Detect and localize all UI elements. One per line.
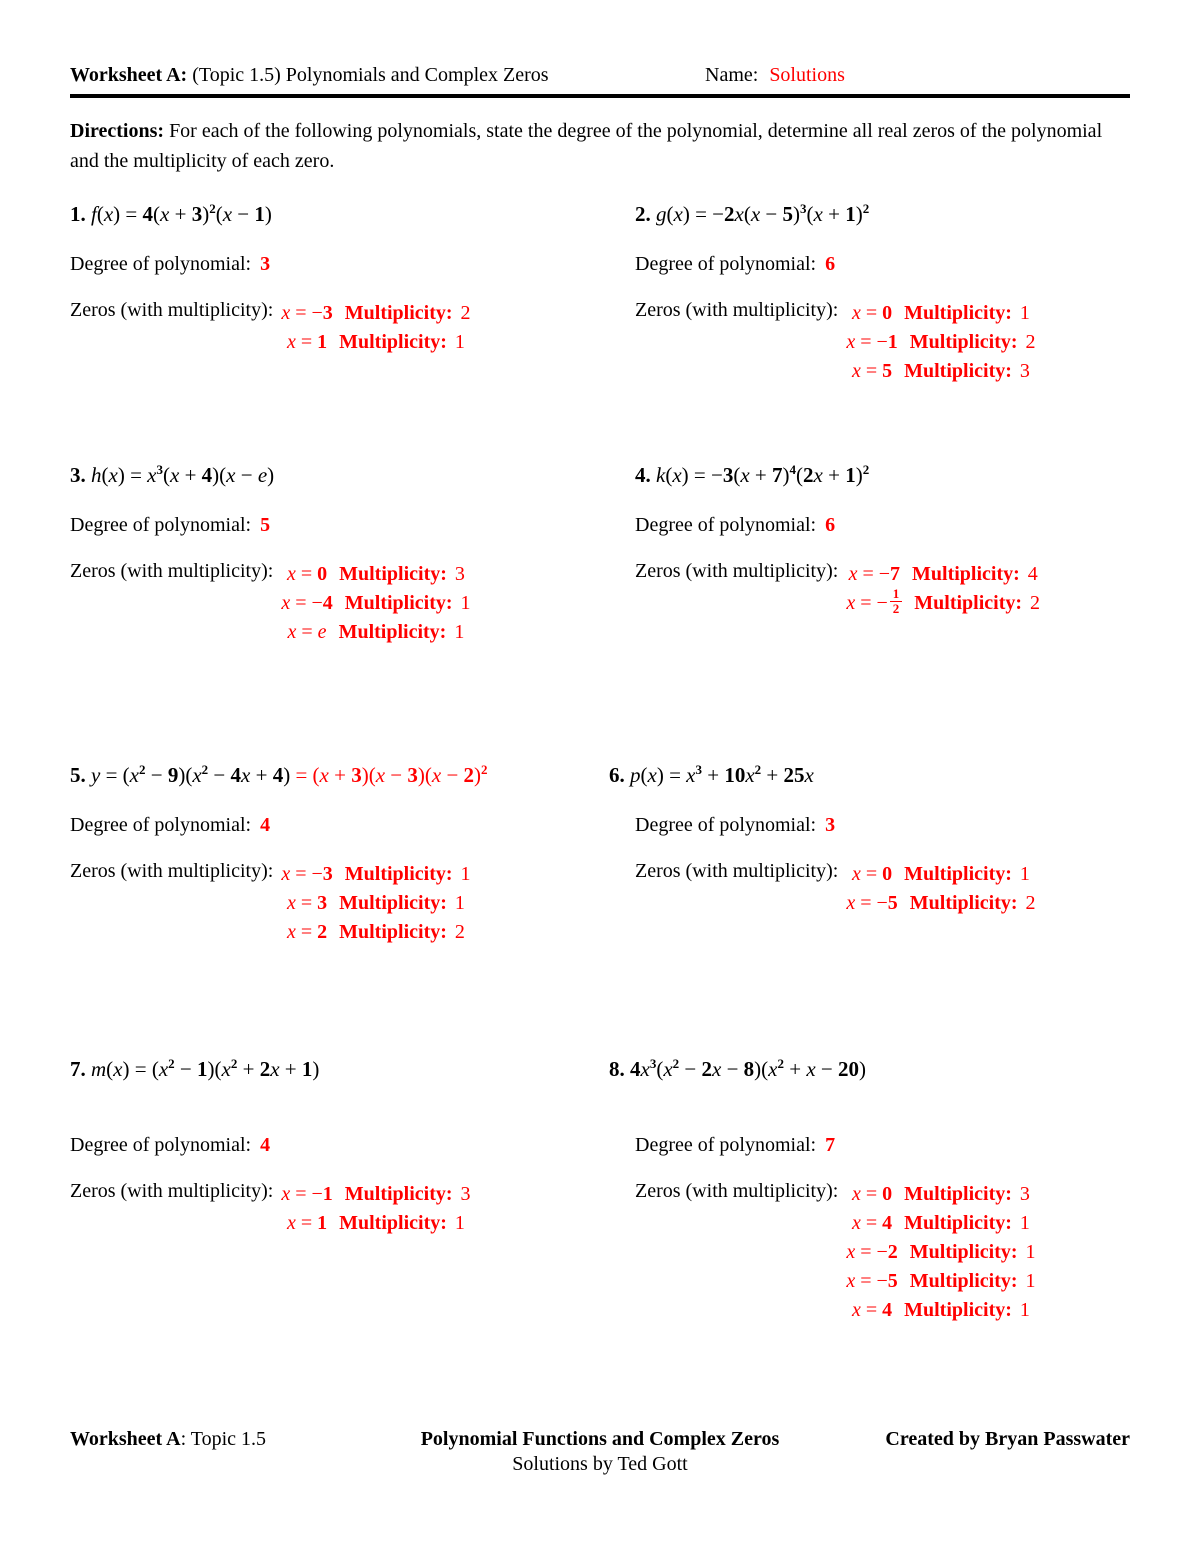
equation: $h(x) = x^3(x + 4)(x - e)$ bbox=[91, 462, 275, 487]
zero-value: −2 bbox=[876, 1241, 898, 1263]
multiplicity-value: 1 bbox=[1019, 1212, 1030, 1234]
zero-line bbox=[287, 328, 465, 357]
zero-value: 1 bbox=[317, 1212, 328, 1234]
footer-left bbox=[70, 1428, 421, 1451]
zero-equals: = bbox=[300, 1212, 313, 1234]
zero-value: −5 bbox=[876, 1270, 898, 1292]
zero-equals: = bbox=[865, 1183, 878, 1205]
zero-variable: x bbox=[851, 863, 861, 885]
zero-variable: x bbox=[286, 921, 296, 943]
problem-8-equation bbox=[609, 1055, 1130, 1083]
zero-equals: = bbox=[300, 892, 313, 914]
degree-value: 5 bbox=[260, 514, 271, 536]
zero-variable: x bbox=[846, 892, 856, 914]
multiplicity-value: 1 bbox=[454, 331, 465, 353]
multiplicity-label: Multiplicity: bbox=[344, 302, 453, 324]
zero-line bbox=[846, 1238, 1035, 1267]
zero-line bbox=[287, 1209, 465, 1238]
zero-variable: x bbox=[846, 331, 856, 353]
zero-variable: x bbox=[848, 563, 858, 585]
multiplicity-value: 1 bbox=[1025, 1270, 1036, 1292]
multiplicity-value: 1 bbox=[454, 621, 465, 643]
problem-row-4 bbox=[70, 1055, 1130, 1325]
multiplicity-value: 2 bbox=[1025, 892, 1036, 914]
problem-2-equation bbox=[635, 200, 1130, 228]
zero-value: −1 bbox=[311, 1183, 333, 1205]
header-divider bbox=[70, 94, 1130, 98]
multiplicity-label: Multiplicity: bbox=[338, 621, 447, 643]
multiplicity-label: Multiplicity: bbox=[339, 1212, 447, 1234]
zero-equals: = bbox=[860, 592, 872, 614]
footer-left-rest: : Topic 1.5 bbox=[180, 1428, 267, 1450]
degree-line bbox=[635, 811, 1130, 839]
multiplicity-value: 3 bbox=[1019, 1183, 1030, 1205]
zero-value: 0 bbox=[882, 863, 893, 885]
equation: $k(x) = -3(x + 7)^4(2x + 1)^2$ bbox=[656, 462, 870, 487]
multiplicity-label: Multiplicity: bbox=[904, 1212, 1012, 1234]
degree-value: 6 bbox=[825, 253, 836, 275]
footer-right: Created by Bryan Passwater bbox=[885, 1428, 1130, 1450]
zeros-label: Zeros (with multiplicity): bbox=[70, 560, 274, 582]
degree-value: 6 bbox=[825, 514, 836, 536]
zero-equals: = bbox=[295, 863, 307, 885]
zero-equals: = bbox=[865, 1299, 878, 1321]
problem-3 bbox=[70, 461, 635, 761]
degree-line bbox=[635, 511, 1130, 539]
zero-line bbox=[846, 328, 1035, 357]
degree-line bbox=[635, 250, 1130, 278]
zero-line bbox=[281, 589, 470, 618]
zero-line bbox=[852, 860, 1030, 889]
zeros-block bbox=[635, 560, 1130, 619]
degree-value: 7 bbox=[825, 1134, 836, 1156]
multiplicity-value: 1 bbox=[460, 863, 471, 885]
problem-1 bbox=[70, 200, 635, 461]
zeros-block bbox=[70, 560, 635, 647]
zero-line bbox=[846, 889, 1035, 918]
zero-variable: x bbox=[846, 1270, 856, 1292]
multiplicity-label: Multiplicity: bbox=[339, 331, 447, 353]
zero-line bbox=[288, 618, 465, 647]
degree-line bbox=[70, 811, 635, 839]
zero-line bbox=[852, 357, 1030, 386]
multiplicity-label: Multiplicity: bbox=[904, 302, 1012, 324]
multiplicity-label: Multiplicity: bbox=[339, 892, 447, 914]
problem-number: 7. bbox=[70, 1057, 86, 1081]
degree-label: Degree of polynomial: bbox=[70, 514, 252, 536]
zero-value: 0 bbox=[317, 563, 328, 585]
zero-list bbox=[846, 560, 1040, 619]
zero-list bbox=[281, 1180, 470, 1238]
zero-variable: x bbox=[286, 892, 296, 914]
fraction-sign: − bbox=[876, 592, 888, 614]
multiplicity-value: 3 bbox=[460, 1183, 471, 1205]
zero-list bbox=[846, 1180, 1035, 1325]
zeros-label: Zeros (with multiplicity): bbox=[635, 560, 839, 582]
header bbox=[70, 64, 1130, 87]
worksheet-title-rest: (Topic 1.5) Polynomials and Complex Zeros bbox=[192, 64, 549, 86]
zero-line bbox=[281, 860, 470, 889]
zero-variable: x bbox=[846, 1241, 856, 1263]
footer-center-subtitle: Solutions by Ted Gott bbox=[512, 1453, 688, 1475]
zeros-block bbox=[70, 1180, 635, 1238]
multiplicity-label: Multiplicity: bbox=[344, 592, 453, 614]
zero-line bbox=[281, 299, 470, 328]
zero-equals: = bbox=[865, 360, 878, 382]
zero-variable: x bbox=[281, 1183, 291, 1205]
equation: $p(x) = x^3 + 10x^2 + 25x$ bbox=[630, 762, 814, 787]
directions-text: For each of the following polynomials, state the degree of the polynomial, determine all real zeros of the polynomial and the multiplicity of each zero. bbox=[70, 120, 1103, 172]
zero-value: −3 bbox=[311, 863, 333, 885]
problem-number: 8. bbox=[609, 1057, 625, 1081]
footer bbox=[70, 1428, 1130, 1476]
zeros-block bbox=[70, 299, 635, 357]
multiplicity-label: Multiplicity: bbox=[904, 1299, 1012, 1321]
degree-value: 4 bbox=[260, 1134, 271, 1156]
problem-1-equation bbox=[70, 200, 635, 228]
problem-number: 4. bbox=[635, 463, 651, 487]
zero-value: −1 bbox=[876, 331, 898, 353]
zero-equals: = bbox=[295, 1183, 307, 1205]
name-block bbox=[705, 64, 845, 87]
multiplicity-value: 1 bbox=[460, 592, 471, 614]
zero-list bbox=[281, 560, 470, 647]
zero-value: −7 bbox=[878, 563, 901, 585]
name-label: Name: bbox=[705, 64, 759, 86]
degree-line bbox=[635, 1131, 1130, 1159]
zero-variable: x bbox=[851, 1212, 861, 1234]
equation: $f(x) = 4(x + 3)^2(x - 1)$ bbox=[91, 201, 272, 226]
zero-equals: = bbox=[860, 1241, 872, 1263]
multiplicity-label: Multiplicity: bbox=[909, 892, 1018, 914]
zero-list bbox=[281, 299, 470, 357]
footer-center bbox=[421, 1428, 780, 1476]
zero-equals: = bbox=[860, 1270, 872, 1292]
zero-line bbox=[281, 1180, 470, 1209]
degree-label: Degree of polynomial: bbox=[635, 814, 817, 836]
zero-value: 3 bbox=[317, 892, 328, 914]
zeros-label: Zeros (with multiplicity): bbox=[70, 1180, 274, 1202]
multiplicity-value: 2 bbox=[1030, 592, 1041, 614]
zero-variable: x bbox=[287, 621, 297, 643]
footer-left-bold: Worksheet A bbox=[70, 1428, 181, 1450]
multiplicity-label: Multiplicity: bbox=[904, 1183, 1012, 1205]
zero-line bbox=[287, 918, 465, 947]
degree-label: Degree of polynomial: bbox=[70, 1134, 252, 1156]
zero-line bbox=[852, 1209, 1030, 1238]
zero-variable: x bbox=[281, 592, 291, 614]
multiplicity-value: 2 bbox=[460, 302, 471, 324]
zero-list bbox=[846, 860, 1035, 918]
zero-value: e bbox=[317, 621, 327, 643]
zero-equals: = bbox=[295, 592, 307, 614]
multiplicity-label: Multiplicity: bbox=[339, 563, 447, 585]
multiplicity-label: Multiplicity: bbox=[909, 331, 1018, 353]
zero-line bbox=[852, 1296, 1030, 1325]
zero-equals: = bbox=[865, 302, 878, 324]
problem-4-equation bbox=[635, 461, 1130, 489]
degree-label: Degree of polynomial: bbox=[635, 1134, 817, 1156]
degree-value: 4 bbox=[260, 814, 271, 836]
zeros-label: Zeros (with multiplicity): bbox=[70, 860, 274, 882]
zero-value: 5 bbox=[882, 360, 893, 382]
zero-list bbox=[281, 860, 470, 947]
multiplicity-value: 1 bbox=[454, 1212, 465, 1234]
zero-line-fraction bbox=[846, 585, 1041, 619]
problem-number: 1. bbox=[70, 202, 86, 226]
degree-value: 3 bbox=[825, 814, 836, 836]
multiplicity-label: Multiplicity: bbox=[904, 360, 1012, 382]
degree-label: Degree of polynomial: bbox=[70, 814, 252, 836]
multiplicity-label: Multiplicity: bbox=[912, 563, 1020, 585]
zero-variable: x bbox=[851, 1299, 861, 1321]
multiplicity-label: Multiplicity: bbox=[914, 592, 1023, 614]
multiplicity-label: Multiplicity: bbox=[339, 921, 447, 943]
problem-row-2 bbox=[70, 461, 1130, 761]
degree-label: Degree of polynomial: bbox=[635, 514, 817, 536]
multiplicity-label: Multiplicity: bbox=[344, 1183, 453, 1205]
problem-6-equation bbox=[609, 761, 1130, 789]
worksheet-title bbox=[70, 64, 705, 87]
zero-equals: = bbox=[301, 621, 313, 643]
problem-row-1 bbox=[70, 200, 1130, 461]
footer-center-title: Polynomial Functions and Complex Zeros bbox=[420, 1428, 780, 1450]
zero-equals: = bbox=[300, 331, 313, 353]
problem-row-3 bbox=[70, 761, 1130, 1055]
problem-2 bbox=[635, 200, 1130, 461]
multiplicity-value: 4 bbox=[1027, 563, 1038, 585]
zeros-label: Zeros (with multiplicity): bbox=[635, 299, 839, 321]
zero-equals: = bbox=[300, 563, 313, 585]
zero-equals: = bbox=[860, 331, 872, 353]
zeros-block bbox=[70, 860, 635, 947]
zeros-label: Zeros (with multiplicity): bbox=[70, 299, 274, 321]
problem-number: 5. bbox=[70, 763, 86, 787]
footer-grid bbox=[70, 1428, 1130, 1476]
zero-variable: x bbox=[851, 1183, 861, 1205]
problem-5 bbox=[70, 761, 635, 1055]
zero-variable: x bbox=[286, 331, 296, 353]
degree-value: 3 bbox=[260, 253, 271, 275]
zero-line bbox=[846, 1267, 1035, 1296]
multiplicity-label: Multiplicity: bbox=[909, 1270, 1018, 1292]
equation-factored-red: = $(x + 3)(x - 3)(x - 2)^2$ bbox=[295, 762, 488, 787]
zero-variable: x bbox=[851, 360, 861, 382]
zero-line bbox=[287, 560, 465, 589]
zero-value: 4 bbox=[882, 1299, 893, 1321]
zero-equals: = bbox=[295, 302, 307, 324]
zeros-block bbox=[635, 299, 1130, 386]
zero-value: 0 bbox=[882, 1183, 893, 1205]
multiplicity-value: 3 bbox=[454, 563, 465, 585]
worksheet-title-bold: Worksheet A: bbox=[70, 64, 188, 86]
directions bbox=[70, 116, 1132, 176]
fraction-numerator: 1 bbox=[890, 587, 903, 602]
directions-label: Directions: bbox=[70, 120, 165, 142]
fraction-denominator: 2 bbox=[892, 600, 900, 616]
problem-number: 3. bbox=[70, 463, 86, 487]
problem-7-equation bbox=[70, 1055, 635, 1083]
problem-6 bbox=[609, 761, 1130, 1055]
equation: $y = (x^2 - 9)(x^2 - 4x + 4)$ bbox=[91, 762, 291, 787]
multiplicity-value: 1 bbox=[1019, 863, 1030, 885]
multiplicity-value: 1 bbox=[1019, 302, 1030, 324]
problem-5-equation bbox=[70, 761, 635, 789]
zero-variable: x bbox=[846, 592, 856, 614]
degree-line bbox=[70, 1131, 635, 1159]
multiplicity-value: 1 bbox=[1019, 1299, 1030, 1321]
equation: $g(x) = -2x(x - 5)^3(x + 1)^2$ bbox=[656, 201, 870, 226]
name-value: Solutions bbox=[769, 64, 845, 86]
zeros-label: Zeros (with multiplicity): bbox=[635, 860, 839, 882]
zero-variable: x bbox=[286, 1212, 296, 1234]
zero-value: −4 bbox=[311, 592, 333, 614]
problem-7 bbox=[70, 1055, 635, 1325]
multiplicity-value: 3 bbox=[1019, 360, 1030, 382]
multiplicity-label: Multiplicity: bbox=[909, 1241, 1018, 1263]
multiplicity-value: 1 bbox=[1025, 1241, 1036, 1263]
multiplicity-label: Multiplicity: bbox=[904, 863, 1012, 885]
zero-variable: x bbox=[851, 302, 861, 324]
zero-value: 1 bbox=[317, 331, 328, 353]
zero-line bbox=[287, 889, 465, 918]
zero-value: 0 bbox=[882, 302, 893, 324]
zero-equals: = bbox=[300, 921, 313, 943]
zeros-block bbox=[635, 860, 1130, 918]
zero-variable: x bbox=[281, 863, 291, 885]
degree-label: Degree of polynomial: bbox=[635, 253, 817, 275]
problem-4 bbox=[635, 461, 1130, 761]
zero-equals: = bbox=[865, 863, 878, 885]
problem-8 bbox=[609, 1055, 1130, 1325]
zero-equals: = bbox=[860, 892, 872, 914]
zero-line bbox=[852, 299, 1030, 328]
zero-value: −3 bbox=[311, 302, 333, 324]
degree-line bbox=[70, 511, 635, 539]
multiplicity-value: 2 bbox=[454, 921, 465, 943]
zero-line bbox=[852, 1180, 1030, 1209]
problem-number: 6. bbox=[609, 763, 625, 787]
zeros-block bbox=[635, 1180, 1130, 1325]
degree-label: Degree of polynomial: bbox=[70, 253, 252, 275]
problem-number: 2. bbox=[635, 202, 651, 226]
zeros-label: Zeros (with multiplicity): bbox=[635, 1180, 839, 1202]
multiplicity-value: 1 bbox=[454, 892, 465, 914]
multiplicity-value: 2 bbox=[1025, 331, 1036, 353]
zero-equals: = bbox=[862, 563, 874, 585]
zero-list bbox=[846, 299, 1035, 386]
zero-value: −5 bbox=[876, 892, 898, 914]
degree-line bbox=[70, 250, 635, 278]
equation: $m(x) = (x^2 - 1)(x^2 + 2x + 1)$ bbox=[91, 1056, 320, 1081]
problem-3-equation bbox=[70, 461, 635, 489]
zero-variable: x bbox=[281, 302, 291, 324]
zero-equals: = bbox=[865, 1212, 878, 1234]
zero-value: 2 bbox=[317, 921, 328, 943]
equation: $4x^3(x^2 - 2x - 8)(x^2 + x - 20)$ bbox=[630, 1056, 867, 1081]
multiplicity-label: Multiplicity: bbox=[344, 863, 453, 885]
zero-value: 4 bbox=[882, 1212, 893, 1234]
fraction bbox=[890, 587, 903, 617]
zero-variable: x bbox=[286, 563, 296, 585]
zero-value bbox=[876, 585, 902, 616]
zero-line bbox=[849, 560, 1038, 589]
